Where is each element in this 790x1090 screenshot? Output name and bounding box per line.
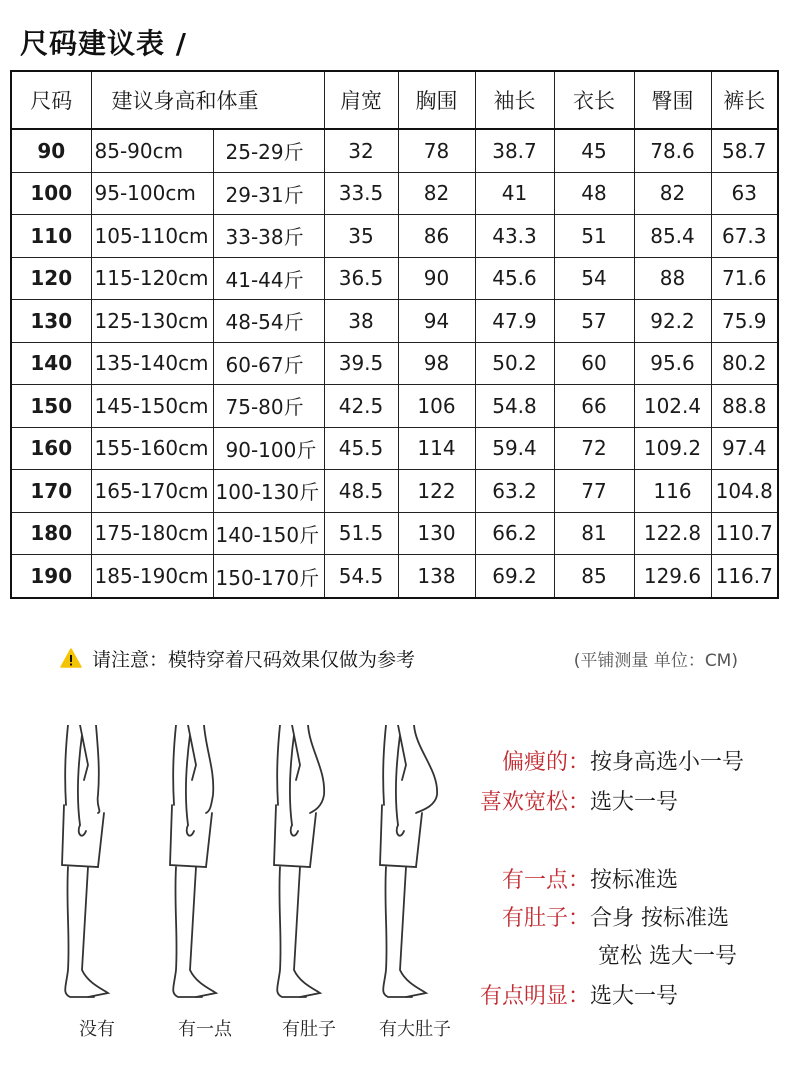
cell-chest: 90	[398, 257, 475, 300]
cell-shoulder: 48.5	[324, 470, 398, 513]
advice-item	[470, 745, 744, 776]
cell-size: 90	[11, 129, 91, 172]
advice-key: 偏瘦的：	[501, 750, 590, 775]
cell-height: 185-190cm	[91, 555, 213, 598]
cell-pants: 63	[711, 172, 778, 215]
advice-key: 有一点：	[501, 868, 590, 893]
cell-shoulder: 33.5	[324, 172, 398, 215]
cell-height: 115-120cm	[91, 257, 213, 300]
cell-pants: 110.7	[711, 512, 778, 555]
table-header-row	[11, 71, 778, 129]
advice-item	[470, 901, 729, 932]
cell-chest: 122	[398, 470, 475, 513]
table-row	[11, 385, 778, 428]
table-row	[11, 172, 778, 215]
header-height-weight: 建议身高和体重	[91, 71, 324, 129]
cell-length: 72	[554, 427, 634, 470]
header-chest: 胸围	[398, 71, 475, 129]
cell-shoulder: 35	[324, 215, 398, 258]
table-row	[11, 129, 778, 172]
header-size: 尺码	[11, 71, 91, 129]
figure-1	[50, 725, 150, 1010]
cell-sleeve: 63.2	[475, 470, 554, 513]
advice-key: 有肚子：	[501, 906, 590, 931]
cell-hip: 102.4	[634, 385, 711, 428]
cell-length: 60	[554, 342, 634, 385]
cell-chest: 114	[398, 427, 475, 470]
advice-key: 有点明显：	[479, 984, 590, 1009]
cell-weight: 150-170斤	[213, 555, 324, 598]
cell-pants: 75.9	[711, 300, 778, 343]
cell-height: 155-160cm	[91, 427, 213, 470]
cell-length: 57	[554, 300, 634, 343]
cell-length: 77	[554, 470, 634, 513]
cell-length: 48	[554, 172, 634, 215]
cell-height: 95-100cm	[91, 172, 213, 215]
cell-pants: 67.3	[711, 215, 778, 258]
cell-chest: 86	[398, 215, 475, 258]
figure-2	[158, 725, 258, 1010]
header-pants: 裤长	[711, 71, 778, 129]
cell-shoulder: 54.5	[324, 555, 398, 598]
header-length: 衣长	[554, 71, 634, 129]
warning-icon	[60, 648, 82, 668]
cell-chest: 94	[398, 300, 475, 343]
body-silhouette-icon	[50, 725, 150, 1010]
header-hip: 臀围	[634, 71, 711, 129]
cell-sleeve: 47.9	[475, 300, 554, 343]
cell-height: 105-110cm	[91, 215, 213, 258]
cell-weight: 48-54斤	[213, 300, 324, 343]
cell-hip: 78.6	[634, 129, 711, 172]
cell-weight: 140-150斤	[213, 512, 324, 555]
table-row	[11, 342, 778, 385]
cell-weight: 41-44斤	[213, 257, 324, 300]
measurement-note: (平铺测量 单位：CM)	[573, 650, 738, 671]
cell-pants: 97.4	[711, 427, 778, 470]
table-row	[11, 257, 778, 300]
figure-label: 有一点	[178, 1019, 232, 1040]
cell-length: 81	[554, 512, 634, 555]
cell-weight: 100-130斤	[213, 470, 324, 513]
cell-height: 135-140cm	[91, 342, 213, 385]
notice	[60, 644, 415, 672]
table-row	[11, 215, 778, 258]
cell-weight: 75-80斤	[213, 385, 324, 428]
cell-length: 85	[554, 555, 634, 598]
advice-value: 按身高选小一号	[590, 750, 745, 775]
table-body	[11, 129, 778, 598]
cell-sleeve: 38.7	[475, 129, 554, 172]
cell-sleeve: 41	[475, 172, 554, 215]
cell-pants: 88.8	[711, 385, 778, 428]
cell-length: 66	[554, 385, 634, 428]
cell-size: 140	[11, 342, 91, 385]
page-title: 尺码建议表 /	[20, 27, 187, 60]
table-row	[11, 470, 778, 513]
cell-sleeve: 45.6	[475, 257, 554, 300]
cell-chest: 138	[398, 555, 475, 598]
body-silhouette-icon	[262, 725, 362, 1010]
cell-sleeve: 66.2	[475, 512, 554, 555]
advice-value: 合身 按标准选	[590, 906, 729, 931]
cell-pants: 71.6	[711, 257, 778, 300]
advice-key: 喜欢宽松：	[479, 790, 590, 815]
body-silhouette-icon	[368, 725, 468, 1010]
cell-pants: 104.8	[711, 470, 778, 513]
cell-shoulder: 32	[324, 129, 398, 172]
advice-item	[470, 979, 678, 1010]
table-row	[11, 427, 778, 470]
cell-weight: 60-67斤	[213, 342, 324, 385]
cell-chest: 78	[398, 129, 475, 172]
cell-shoulder: 39.5	[324, 342, 398, 385]
cell-size: 100	[11, 172, 91, 215]
figure-label: 有肚子	[282, 1019, 336, 1040]
cell-shoulder: 36.5	[324, 257, 398, 300]
table-row	[11, 512, 778, 555]
cell-chest: 82	[398, 172, 475, 215]
cell-hip: 82	[634, 172, 711, 215]
cell-weight: 25-29斤	[213, 129, 324, 172]
cell-sleeve: 69.2	[475, 555, 554, 598]
cell-height: 85-90cm	[91, 129, 213, 172]
size-chart-table	[10, 70, 779, 599]
cell-sleeve: 50.2	[475, 342, 554, 385]
cell-hip: 95.6	[634, 342, 711, 385]
cell-size: 130	[11, 300, 91, 343]
cell-weight: 90-100斤	[213, 427, 324, 470]
advice-value: 按标准选	[590, 868, 679, 893]
advice-extra: 宽松 选大一号	[598, 944, 737, 969]
advice-item	[470, 785, 678, 816]
cell-pants: 58.7	[711, 129, 778, 172]
table-row	[11, 555, 778, 598]
notice-text: 请注意：模特穿着尺码效果仅做为参考	[92, 648, 416, 671]
advice-value: 选大一号	[590, 984, 679, 1009]
header-shoulder: 肩宽	[324, 71, 398, 129]
cell-size: 180	[11, 512, 91, 555]
cell-hip: 122.8	[634, 512, 711, 555]
cell-hip: 85.4	[634, 215, 711, 258]
cell-chest: 98	[398, 342, 475, 385]
cell-shoulder: 38	[324, 300, 398, 343]
cell-chest: 130	[398, 512, 475, 555]
cell-hip: 109.2	[634, 427, 711, 470]
cell-hip: 92.2	[634, 300, 711, 343]
table-row	[11, 300, 778, 343]
cell-size: 170	[11, 470, 91, 513]
body-silhouette-icon	[158, 725, 258, 1010]
cell-pants: 80.2	[711, 342, 778, 385]
figure-3	[262, 725, 362, 1010]
cell-shoulder: 45.5	[324, 427, 398, 470]
cell-weight: 33-38斤	[213, 215, 324, 258]
cell-height: 165-170cm	[91, 470, 213, 513]
cell-size: 120	[11, 257, 91, 300]
cell-length: 45	[554, 129, 634, 172]
cell-hip: 129.6	[634, 555, 711, 598]
body-figures	[50, 725, 470, 1045]
cell-shoulder: 42.5	[324, 385, 398, 428]
advice-value: 选大一号	[590, 790, 679, 815]
figure-label: 有大肚子	[379, 1019, 451, 1040]
cell-size: 190	[11, 555, 91, 598]
cell-height: 175-180cm	[91, 512, 213, 555]
cell-weight: 29-31斤	[213, 172, 324, 215]
cell-hip: 88	[634, 257, 711, 300]
figure-4	[368, 725, 468, 1010]
figure-label: 没有	[79, 1019, 115, 1040]
cell-hip: 116	[634, 470, 711, 513]
cell-shoulder: 51.5	[324, 512, 398, 555]
cell-height: 145-150cm	[91, 385, 213, 428]
cell-pants: 116.7	[711, 555, 778, 598]
cell-length: 51	[554, 215, 634, 258]
cell-size: 110	[11, 215, 91, 258]
cell-sleeve: 59.4	[475, 427, 554, 470]
cell-length: 54	[554, 257, 634, 300]
cell-size: 150	[11, 385, 91, 428]
header-sleeve: 袖长	[475, 71, 554, 129]
cell-sleeve: 43.3	[475, 215, 554, 258]
cell-height: 125-130cm	[91, 300, 213, 343]
cell-sleeve: 54.8	[475, 385, 554, 428]
advice-item	[470, 863, 678, 894]
cell-chest: 106	[398, 385, 475, 428]
cell-size: 160	[11, 427, 91, 470]
